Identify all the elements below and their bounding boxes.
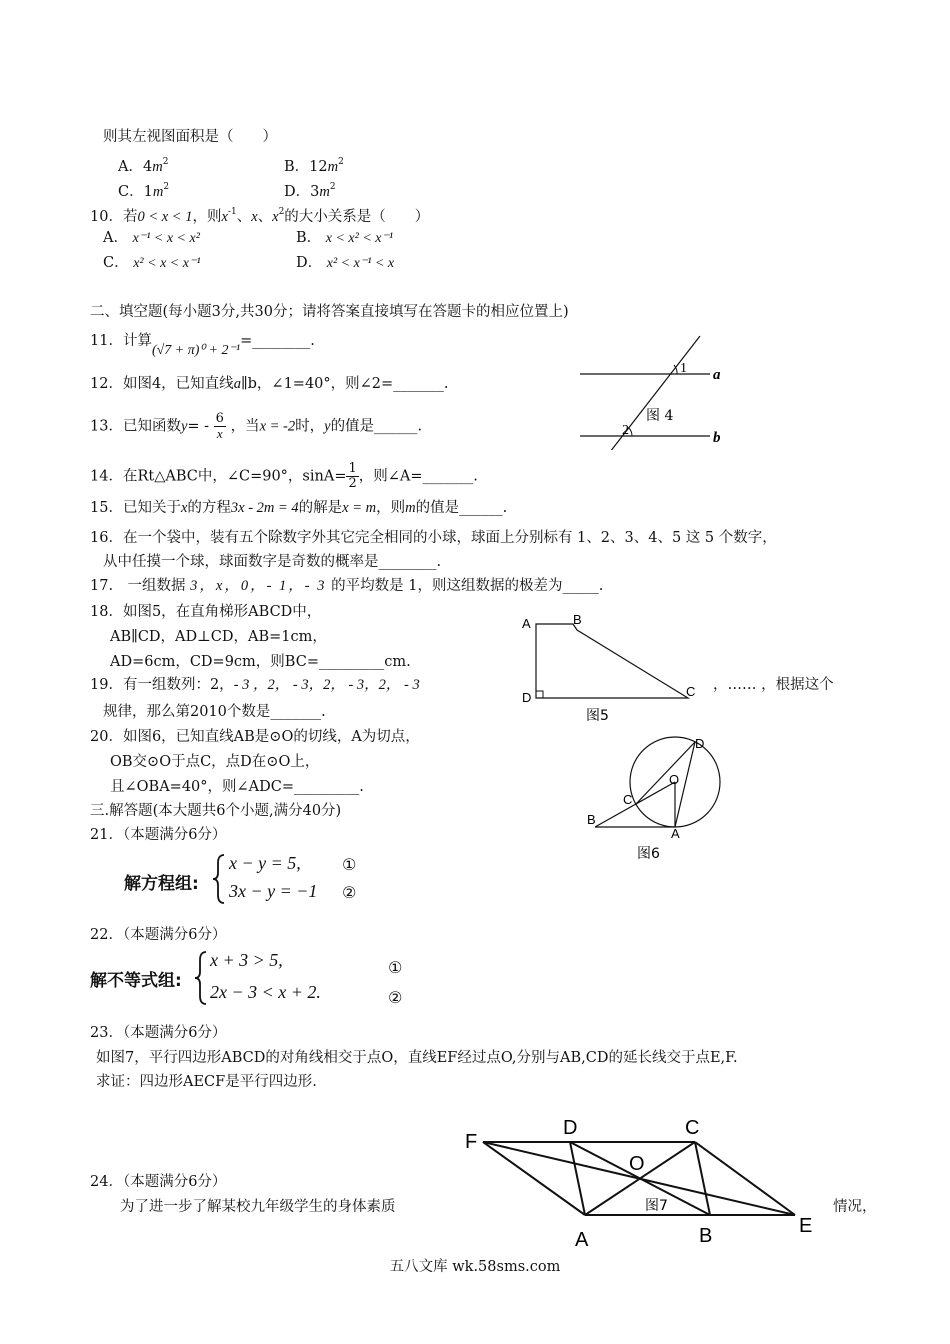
q24-tail: 情况， bbox=[833, 1199, 877, 1215]
q21-equation-system: 解方程组: x − y = 5, 3x − y = −1 ① ② bbox=[122, 851, 382, 907]
q14: 14．在Rt△ABC中，∠C=90°，sinA= $\frac{1}{2}$ ，则∠A=_______. bbox=[90, 461, 478, 491]
fig5-label-D: D bbox=[522, 690, 532, 705]
fig6-label-O: O bbox=[669, 772, 680, 787]
q24-line-1: 为了进一步了解某校九年级学生的身体素质 bbox=[120, 1199, 396, 1215]
fig7-label-C: C bbox=[685, 1117, 700, 1139]
q19-tail: ，…… ，根据这个 bbox=[713, 677, 834, 693]
fig7-side-DA bbox=[570, 1142, 585, 1215]
q19-line-1: 19．有一组数列：2，- 3 ，2， - 3，2， - 3，2， - 3 bbox=[90, 677, 420, 693]
q20-line-2: OB交⊙O于点C，点D在⊙O上， bbox=[110, 754, 320, 770]
footer-watermark: 五八文库 wk.58sms.com bbox=[389, 1259, 561, 1275]
q13: 13．已知函数y= - $\frac{6}{x}$ ，当x = -2时，y的值是______. bbox=[90, 411, 423, 441]
q9-option-c: C．$1m^2$ bbox=[118, 182, 170, 200]
fig6-label-C: C bbox=[623, 792, 633, 807]
q24-header: 24．（本题满分6分） bbox=[90, 1174, 227, 1190]
fig4-label-b: b bbox=[713, 430, 721, 446]
fig5-right-angle bbox=[536, 691, 543, 698]
q16-line-1: 16．在一个袋中，装有五个除数字外其它完全相同的小球，球面上分别标有 1、2、3、4、5 这 5 个数字， bbox=[90, 530, 777, 546]
q11: 11．计算(√7 + π)⁰ + 2⁻¹=________. bbox=[90, 333, 315, 358]
q9-tail: 则其左视图面积是（ ） bbox=[103, 129, 277, 145]
q10-option-b: B． x < x² < x⁻¹ bbox=[296, 230, 394, 246]
q21-header: 21．（本题满分6分） bbox=[90, 827, 227, 843]
fig7-label-A: A bbox=[575, 1229, 589, 1251]
q20-line-1: 20．如图6，已知直线AB是⊙O的切线，A为切点， bbox=[90, 729, 420, 745]
fig6-chord-DC bbox=[636, 742, 695, 804]
q21-brace-icon bbox=[212, 853, 226, 905]
fig7-side-CB bbox=[695, 1142, 710, 1215]
fig7-caption: 图7 bbox=[645, 1198, 668, 1214]
q20-line-3: 且∠OBA=40°，则∠ADC=_________. bbox=[110, 779, 364, 795]
fig5-caption: 图5 bbox=[586, 708, 609, 724]
q9-option-a: A．$4m^2$ bbox=[118, 157, 169, 175]
q16-line-2: 从中任摸一个球，球面数字是奇数的概率是________. bbox=[103, 554, 442, 570]
fig4-caption: 图 4 bbox=[646, 408, 674, 424]
fig5-label-B: B bbox=[573, 612, 582, 627]
q12: 12．如图4，已知直线a∥b，∠1=40°，则∠2=_______. bbox=[90, 376, 449, 392]
q10-option-a: A． x⁻¹ < x < x² bbox=[103, 230, 200, 246]
figure-6 bbox=[585, 734, 735, 864]
fig5-label-C: C bbox=[686, 684, 696, 699]
fig7-label-F: F bbox=[465, 1131, 478, 1153]
figure-4 bbox=[570, 332, 730, 450]
fig7-label-O: O bbox=[629, 1153, 645, 1175]
q22-brace-icon bbox=[194, 950, 208, 1006]
fig4-angle-2-arc bbox=[629, 428, 632, 436]
figure-5 bbox=[518, 610, 703, 726]
q19-line-2: 规律，那么第2010个数是_______. bbox=[103, 704, 326, 720]
q10-option-c: C． x² < x < x⁻¹ bbox=[103, 255, 201, 271]
section-2-heading: 二、填空题(每小题3分,共30分；请将答案直接填写在答题卡的相应位置上) bbox=[90, 304, 569, 320]
q22-inequality-system: 解不等式组: x + 3 > 5, 2x − 3 < x + 2. ① ② bbox=[90, 950, 403, 1007]
section-3-heading: 三.解答题(本大题共6个小题,满分40分) bbox=[90, 803, 342, 819]
fig6-label-A: A bbox=[671, 826, 680, 841]
q17: 17. 一组数据 3，x，0，- 1，- 3 的平均数是 1，则这组数据的极差为_____. bbox=[90, 578, 604, 594]
fig4-label-2: 2 bbox=[622, 423, 629, 438]
fig6-label-D: D bbox=[695, 736, 705, 751]
fig4-label-1: 1 bbox=[680, 361, 687, 376]
q18-line-2: AB∥CD，AD⊥CD，AB=1cm， bbox=[110, 629, 327, 645]
fig6-caption: 图6 bbox=[637, 846, 660, 862]
q23-line-2: 求证：四边形AECF是平行四边形. bbox=[96, 1074, 317, 1090]
fig6-line-OB bbox=[595, 782, 675, 827]
fig7-label-D: D bbox=[563, 1117, 578, 1139]
fig7-label-B: B bbox=[699, 1225, 713, 1247]
fig4-label-a: a bbox=[713, 367, 721, 383]
q10-option-d: D． x² < x⁻¹ < x bbox=[296, 255, 395, 271]
q10-stem: 10．若0 < x < 1，则$x^{-1}$、x、$x^2$的大小关系是（ ） bbox=[90, 207, 430, 225]
q22-header: 22．（本题满分6分） bbox=[90, 927, 227, 943]
figure-7 bbox=[455, 1110, 825, 1255]
q9-option-b: B．$12m^2$ bbox=[284, 157, 344, 175]
q18-line-3: AD=6cm，CD=9cm，则BC=_________cm. bbox=[110, 654, 411, 670]
fig7-label-E: E bbox=[799, 1215, 813, 1237]
q9-option-d: D．$3m^2$ bbox=[284, 182, 336, 200]
fig5-trapezoid bbox=[536, 624, 688, 698]
q18-line-1: 18．如图5，在直角梯形ABCD中， bbox=[90, 604, 322, 620]
fig5-label-A: A bbox=[522, 616, 531, 631]
q23-line-1: 如图7，平行四边形ABCD的对角线相交于点O，直线EF经过点O,分别与AB,CD的延长线交于点E,F. bbox=[96, 1050, 738, 1066]
fig6-label-B: B bbox=[587, 812, 596, 827]
q15: 15．已知关于x的方程3x - 2m = 4的解是x = m，则m的值是______. bbox=[90, 500, 508, 516]
q23-header: 23．（本题满分6分） bbox=[90, 1025, 227, 1041]
